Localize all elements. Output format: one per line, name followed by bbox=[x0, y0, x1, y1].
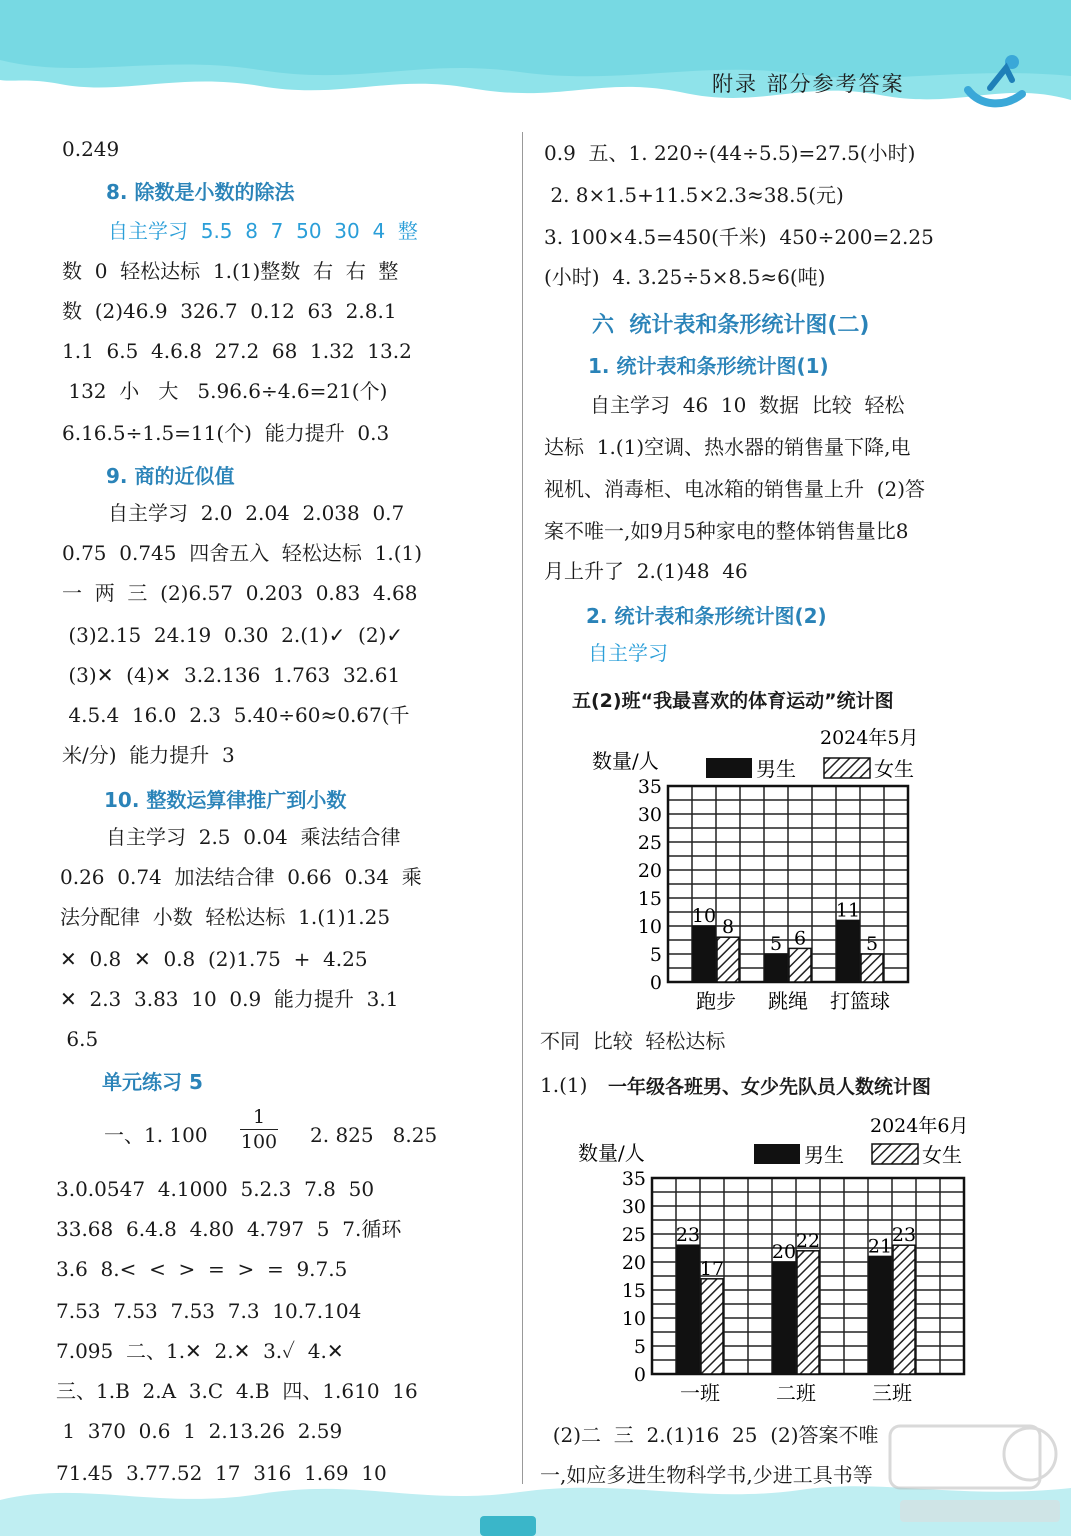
page-number-badge bbox=[480, 1516, 536, 1536]
answer-line: 数 (2)46.9 326.7 0.12 63 2.8.1 bbox=[62, 299, 397, 323]
bar-value-label: 8 bbox=[721, 916, 735, 939]
legend-label-boys: 男生 bbox=[756, 757, 796, 781]
y-axis-label: 数量/人 bbox=[578, 1141, 645, 1165]
y-tick-label: 10 bbox=[637, 916, 662, 938]
bar-girls bbox=[797, 1251, 819, 1374]
bar-girls bbox=[701, 1279, 723, 1374]
chart2-bar-chart bbox=[570, 1108, 980, 1408]
bar-value-label: 5 bbox=[769, 933, 783, 955]
bar-boys bbox=[765, 954, 787, 982]
answer-line: 71.45 3.77.52 17 316 1.69 10 bbox=[56, 1461, 387, 1485]
answer-line: 三、1.B 2.A 3.C 4.B 四、1.610 16 bbox=[56, 1379, 418, 1403]
y-tick-label: 25 bbox=[621, 1224, 646, 1246]
answer-line: 33.68 6.4.8 4.80 4.797 5 7.循环 bbox=[56, 1217, 402, 1241]
bar-value-label: 10 bbox=[691, 905, 717, 927]
bar-value-label: 21 bbox=[867, 1235, 893, 1258]
y-tick-label: 35 bbox=[621, 1168, 646, 1190]
y-tick-label: 15 bbox=[637, 888, 662, 910]
y-tick-label: 25 bbox=[637, 832, 662, 854]
answer-line: 0.26 0.74 加法结合律 0.66 0.34 乘 bbox=[60, 865, 422, 889]
watermark-logo-icon bbox=[880, 1418, 1070, 1530]
y-tick-label: 20 bbox=[637, 860, 662, 882]
answer-line: (2)二 三 2.(1)16 25 (2)答案不唯 bbox=[540, 1423, 879, 1447]
x-category-label: 打篮球 bbox=[830, 989, 890, 1013]
answer-line: 自主学习 5.5 8 7 50 30 4 整 bbox=[108, 219, 418, 243]
bar-value-label: 23 bbox=[675, 1224, 701, 1247]
chart1-bar-chart bbox=[580, 720, 940, 1020]
y-tick-label: 10 bbox=[621, 1308, 646, 1330]
answer-line: 0.249 bbox=[62, 137, 120, 161]
x-category-label: 一班 bbox=[680, 1381, 720, 1405]
section-title-unit5: 单元练习 5 bbox=[102, 1070, 203, 1094]
bar-value-label: 11 bbox=[835, 899, 861, 922]
answer-line: 自主学习 bbox=[588, 641, 668, 665]
y-tick-label: 15 bbox=[621, 1280, 646, 1302]
bar-value-label: 20 bbox=[771, 1241, 797, 1263]
legend-swatch-girls bbox=[824, 758, 870, 778]
legend-label-boys: 男生 bbox=[804, 1143, 844, 1167]
y-tick-label: 0 bbox=[633, 1364, 646, 1386]
y-axis-label: 数量/人 bbox=[592, 749, 659, 773]
fraction-bar bbox=[240, 1129, 278, 1130]
answer-line: 不同 比较 轻松达标 bbox=[540, 1029, 726, 1053]
fraction-denominator: 100 bbox=[240, 1131, 278, 1153]
answer-line: 一、1. 100 bbox=[104, 1123, 208, 1147]
answer-line: 自主学习 2.5 0.04 乘法结合律 bbox=[106, 825, 401, 849]
bar-boys bbox=[837, 920, 859, 982]
chart2-title: 一年级各班男、女少先队员人数统计图 bbox=[608, 1076, 932, 1098]
skier-logo-icon bbox=[960, 50, 1030, 112]
answer-line: 7.53 7.53 7.53 7.3 10.7.104 bbox=[56, 1299, 362, 1323]
y-tick-label: 30 bbox=[637, 804, 662, 826]
bar-value-label: 17 bbox=[699, 1257, 725, 1280]
x-category-label: 三班 bbox=[872, 1381, 912, 1405]
x-category-label: 二班 bbox=[776, 1381, 816, 1405]
section-title-8: 8. 除数是小数的除法 bbox=[106, 180, 295, 204]
chapter-title-six: 六 统计表和条形统计图(二) bbox=[592, 313, 870, 338]
column-divider bbox=[522, 132, 523, 1484]
answer-line: 6.16.5÷1.5=11(个) 能力提升 0.3 bbox=[62, 421, 390, 445]
answer-line: 米/分) 能力提升 3 bbox=[62, 743, 235, 767]
bar-boys bbox=[693, 926, 715, 982]
answer-line: 3.0.0547 4.1000 5.2.3 7.8 50 bbox=[56, 1177, 375, 1201]
legend-swatch-boys bbox=[754, 1144, 800, 1164]
bar-value-label: 5 bbox=[865, 933, 879, 955]
answer-line: 数 0 轻松达标 1.(1)整数 右 右 整 bbox=[62, 259, 399, 283]
answer-line: 132 小 大 5.96.6÷4.6=21(个) bbox=[62, 379, 388, 403]
bar-boys bbox=[677, 1245, 699, 1374]
bar-boys bbox=[773, 1262, 795, 1374]
section-title-10: 10. 整数运算律推广到小数 bbox=[104, 788, 347, 812]
answer-line: 达标 1.(1)空调、热水器的销售量下降,电 bbox=[544, 435, 911, 459]
answer-line: 3.6 8.< < > = > = 9.7.5 bbox=[56, 1257, 348, 1281]
bar-value-label: 22 bbox=[795, 1229, 821, 1252]
bar-value-label: 23 bbox=[891, 1224, 917, 1247]
legend-label-girls: 女生 bbox=[922, 1143, 962, 1167]
answer-line: 7.095 二、1.✕ 2.✕ 3.✓ 4.✕ bbox=[56, 1339, 344, 1363]
bar-girls bbox=[717, 937, 739, 982]
section-title-9: 9. 商的近似值 bbox=[106, 464, 235, 488]
answer-line: 0.9 五、1. 220÷(44÷5.5)=27.5(小时) bbox=[544, 141, 916, 165]
fraction-one-hundredth bbox=[240, 1106, 278, 1153]
x-category-label: 跑步 bbox=[696, 989, 736, 1013]
answer-line: 6.5 bbox=[60, 1027, 99, 1051]
answer-line: 0.75 0.745 四舍五入 轻松达标 1.(1) bbox=[62, 541, 423, 565]
answer-line: 3. 100×4.5=450(千米) 450÷200=2.25 bbox=[544, 225, 934, 249]
legend-swatch-boys bbox=[706, 758, 752, 778]
answer-line: 2. 8×1.5+11.5×2.3≈38.5(元) bbox=[544, 183, 844, 207]
answer-line: 一 两 三 (2)6.57 0.203 0.83 4.68 bbox=[62, 581, 418, 605]
question-label: 1.(1) bbox=[540, 1073, 588, 1097]
answer-line: ✕ 2.3 3.83 10 0.9 能力提升 3.1 bbox=[60, 987, 399, 1011]
answer-line: ✕ 0.8 ✕ 0.8 (2)1.75 + 4.25 bbox=[60, 947, 368, 971]
x-category-label: 跳绳 bbox=[768, 989, 808, 1013]
legend-label-girls: 女生 bbox=[874, 757, 914, 781]
legend-swatch-girls bbox=[872, 1144, 918, 1164]
answer-line: (3)2.15 24.19 0.30 2.(1)✓ (2)✓ bbox=[62, 623, 404, 647]
answer-line: 一,如应多进生物科学书,少进工具书等 bbox=[540, 1463, 873, 1487]
y-tick-label: 20 bbox=[621, 1252, 646, 1274]
header-title: 附录 部分参考答案 bbox=[712, 72, 905, 96]
y-tick-label: 30 bbox=[621, 1196, 646, 1218]
header-wave bbox=[0, 0, 1071, 120]
bar-value-label: 6 bbox=[793, 927, 807, 950]
answer-line: 案不唯一,如9月5种家电的整体销售量比8 bbox=[544, 519, 909, 543]
bar-boys bbox=[869, 1256, 891, 1374]
answer-line: (3)✕ (4)✕ 3.2.136 1.763 32.61 bbox=[62, 663, 401, 687]
bar-girls bbox=[893, 1245, 915, 1374]
chart1-title: 五(2)班“我最喜欢的体育运动”统计图 bbox=[572, 690, 894, 712]
answer-line: 自主学习 46 10 数据 比较 轻松 bbox=[590, 393, 905, 417]
y-tick-label: 0 bbox=[649, 972, 662, 994]
chart-date: 2024年5月 bbox=[820, 727, 919, 749]
answer-line: 法分配律 小数 轻松达标 1.(1)1.25 bbox=[60, 905, 391, 929]
bar-girls bbox=[789, 948, 811, 982]
answer-line: (小时) 4. 3.25÷5×8.5≈6(吨) bbox=[544, 265, 826, 289]
answer-line: 1 370 0.6 1 2.13.26 2.59 bbox=[56, 1419, 343, 1443]
chart-date: 2024年6月 bbox=[870, 1115, 969, 1137]
fraction-numerator: 1 bbox=[252, 1106, 266, 1128]
answer-line: 2. 825 8.25 bbox=[310, 1123, 438, 1147]
section-title-1: 1. 统计表和条形统计图(1) bbox=[588, 354, 829, 378]
y-tick-label: 5 bbox=[649, 944, 662, 966]
answer-line: 自主学习 2.0 2.04 2.038 0.7 bbox=[108, 501, 405, 525]
y-tick-label: 35 bbox=[637, 776, 662, 798]
answer-line: 4.5.4 16.0 2.3 5.40÷60≈0.67(千 bbox=[62, 703, 410, 727]
y-tick-label: 5 bbox=[633, 1336, 646, 1358]
answer-line: 1.1 6.5 4.6.8 27.2 68 1.32 13.2 bbox=[62, 339, 412, 363]
bar-girls bbox=[861, 954, 883, 982]
answer-line: 视机、消毒柜、电冰箱的销售量上升 (2)答 bbox=[544, 477, 926, 501]
answer-line: 月上升了 2.(1)48 46 bbox=[544, 559, 748, 583]
section-title-2: 2. 统计表和条形统计图(2) bbox=[586, 604, 827, 628]
